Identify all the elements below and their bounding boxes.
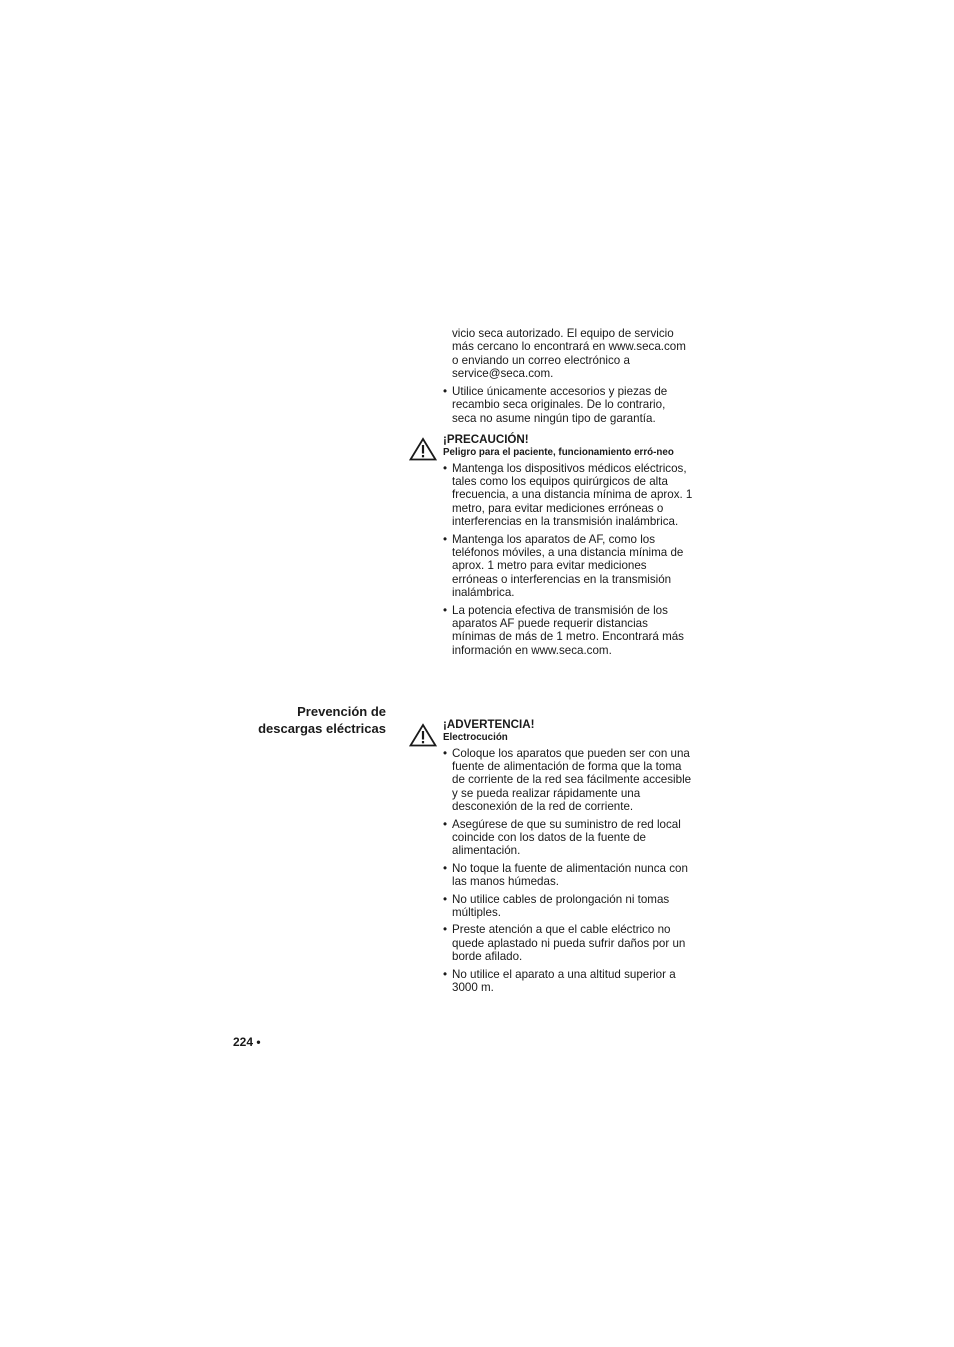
list-item: • Asegúrese de que su suministro de red local coincide con los datos de la fuente de alimentación. [443,818,693,858]
list-item: • La potencia efectiva de transmisión de los aparatos AF puede requerir distancias mínimas de más de 1 metro. Encontrará más información en www.seca.com. [443,604,693,658]
warning-list [443,747,693,995]
list-item: • Coloque los aparatos que pueden ser con una fuente de alimentación de forma que la toma de corriente de la red sea fácilmente accesible y se pueda realizar rápidamente una desconexión de la red de corriente. [443,747,693,814]
warning-title: ¡ADVERTENCIA! [443,718,535,731]
list-item: • Mantenga los aparatos de AF, como los teléfonos móviles, a una distancia mínima de aprox. 1 metro para evitar mediciones erróneas o interferencias en la transmisión inalámbrica. [443,533,693,600]
warning-notice [443,718,693,999]
warning-subtitle: Electrocución [443,732,508,743]
list-item: • Utilice únicamente accesorios y piezas de recambio seca originales. De lo contrario, seca no asume ningún tipo de garantía. [443,385,692,425]
caution-title: ¡PRECAUCIÓN! [443,433,529,446]
caution-subtitle: Peligro para el paciente, funcionamiento erró-neo [443,447,674,458]
list-item: • Preste atención a que el cable eléctrico no quede aplastado ni pueda sufrir daños por un borde afilado. [443,923,693,963]
intro-bullets [443,385,692,429]
list-item: • No utilice cables de prolongación ni tomas múltiples. [443,893,693,920]
warning-triangle-icon [409,437,437,461]
caution-notice [443,433,693,661]
intro-section [452,327,692,381]
list-item: • No utilice el aparato a una altitud superior a 3000 m. [443,968,693,995]
section-heading-line-1: Prevención de [297,704,386,719]
section-heading-line-2: descargas eléctricas [258,721,386,736]
list-item: • No toque la fuente de alimentación nunca con las manos húmedas. [443,862,693,889]
list-item: • Mantenga los dispositivos médicos eléctricos, tales como los equipos quirúrgicos de alta frecuencia, a una distancia mínima de aprox. 1 metro, para evitar mediciones erróneas o interferencias en la transmisión inalámbrica. [443,462,693,529]
section-heading [206,703,386,737]
page-number: 224 • [233,1035,261,1049]
intro-paragraph: vicio seca autorizado. El equipo de servicio más cercano lo encontrará en www.seca.com o enviando un correo electrónico a service@seca.com. [452,327,686,381]
warning-triangle-icon [409,723,437,747]
caution-list [443,462,693,658]
